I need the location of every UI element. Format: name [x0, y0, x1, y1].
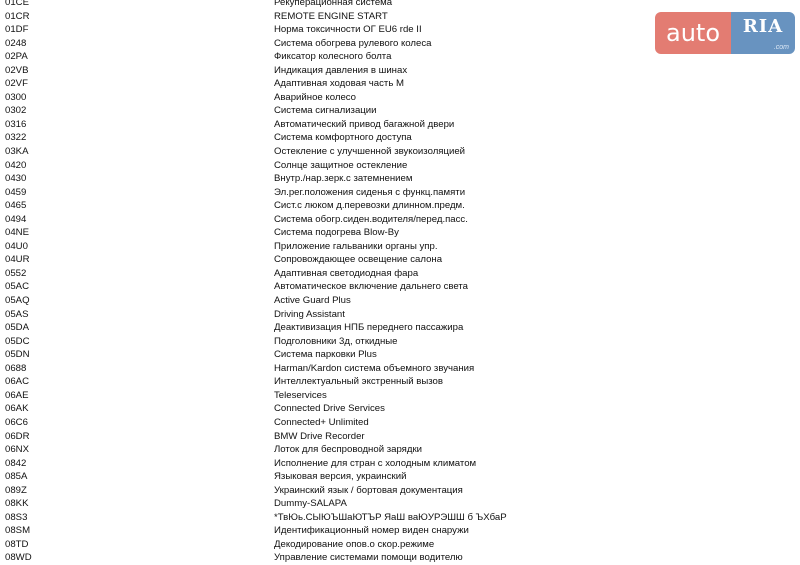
list-item: [0, 199, 800, 213]
option-description: REMOTE ENGINE START: [274, 10, 388, 22]
option-code: 05DC: [5, 335, 30, 347]
option-code: 05DA: [5, 322, 29, 334]
option-code: 06NX: [5, 444, 29, 456]
list-item: [0, 213, 800, 227]
list-item: [0, 118, 800, 132]
option-description: Система обогрева рулевого колеса: [274, 37, 432, 49]
option-description: Сопровождающее освещение салона: [274, 254, 443, 266]
list-item: [0, 416, 800, 430]
option-description: Украинский язык / бортовая документация: [274, 484, 463, 496]
option-description: Подголовники 3д, откидные: [274, 335, 398, 347]
list-item: [0, 348, 800, 362]
list-item: [0, 145, 800, 159]
option-code: 0430: [5, 173, 27, 185]
option-code: 0248: [5, 37, 27, 49]
autoria-watermark: [655, 12, 795, 54]
option-code: 0420: [5, 159, 27, 171]
option-description: Деактивизация НПБ переднего пассажира: [274, 322, 464, 334]
list-item: [0, 484, 800, 498]
option-description: Норма токсичности ОГ EU6 rde II: [274, 24, 422, 36]
option-code: 08TD: [5, 538, 29, 550]
list-item: [0, 159, 800, 173]
list-item: [0, 91, 800, 105]
option-code: 08KK: [5, 498, 29, 510]
option-code: 06DR: [5, 430, 30, 442]
list-item: [0, 104, 800, 118]
option-description: Идентификационный номер виден снаружи: [274, 525, 469, 537]
option-description: Teleservices: [274, 389, 327, 401]
option-code: 02PA: [5, 51, 28, 63]
list-item: [0, 172, 800, 186]
option-code: 06AK: [5, 403, 29, 415]
option-code: 0322: [5, 132, 27, 144]
list-item: [0, 294, 800, 308]
option-description: Фиксатор колесного болта: [274, 51, 392, 63]
option-code: 0316: [5, 118, 27, 130]
option-description: Система парковки Plus: [274, 349, 377, 361]
list-item: [0, 551, 800, 565]
option-code: 0459: [5, 186, 27, 198]
option-code: 0302: [5, 105, 27, 117]
list-item: [0, 321, 800, 335]
list-item: [0, 64, 800, 78]
option-description: Система комфортного доступа: [274, 132, 412, 144]
option-description: Адаптивная ходовая часть M: [274, 78, 404, 90]
option-code: 01DF: [5, 24, 29, 36]
option-code: 05AC: [5, 281, 29, 293]
option-code: 06C6: [5, 416, 28, 428]
option-description: Индикация давления в шинах: [274, 64, 408, 76]
option-description: Исполнение для стран с холодным климатом: [274, 457, 477, 469]
option-code: 0494: [5, 213, 27, 225]
list-item: [0, 470, 800, 484]
option-description: Эл.рег.положения сиденья с функц.памяти: [274, 186, 466, 198]
option-description: Внутр./нар.зерк.с затемнением: [274, 173, 413, 185]
option-description: Harman/Kardon система объемного звучания: [274, 362, 475, 374]
watermark-com-text: .com: [773, 44, 789, 51]
list-item: [0, 267, 800, 281]
option-code: 02VF: [5, 78, 28, 90]
option-code: 0688: [5, 362, 27, 374]
option-description: *ТвЮь.СЫЮЪШаЮТЪР ЯаШ ваЮУРЭШШ б ЪХбаР: [274, 511, 507, 523]
watermark-ria-block: [731, 12, 795, 54]
option-description: Языковая версия, украинский: [274, 471, 407, 483]
option-code: 05AQ: [5, 295, 30, 307]
list-item: [0, 389, 800, 403]
option-code: 04NE: [5, 227, 29, 239]
option-description: Connected+ Unlimited: [274, 416, 369, 428]
list-item: [0, 430, 800, 444]
option-code: 0300: [5, 91, 27, 103]
option-description: Dummy-SALAPA: [274, 498, 347, 510]
list-item: [0, 226, 800, 240]
list-item: [0, 77, 800, 91]
option-description: Лоток для беспроводной зарядки: [274, 444, 423, 456]
option-description: Система обогр.сиден.водителя/перед.пасс.: [274, 213, 468, 225]
list-item: [0, 362, 800, 376]
option-description: Солнце защитное остекление: [274, 159, 408, 171]
option-code: 089Z: [5, 484, 27, 496]
option-description: Адаптивная светодиодная фара: [274, 267, 419, 279]
list-item: [0, 308, 800, 322]
option-description: Driving Assistant: [274, 308, 345, 320]
option-description: Автоматический привод багажной двери: [274, 118, 455, 130]
list-item: [0, 402, 800, 416]
option-description: Интеллектуальный экстренный вызов: [274, 376, 443, 388]
option-description: Рекуперационная система: [274, 0, 393, 8]
list-item: [0, 524, 800, 538]
option-description: Active Guard Plus: [274, 295, 351, 307]
list-item: [0, 0, 800, 10]
option-description: BMW Drive Recorder: [274, 430, 365, 442]
option-description: Система подогрева Blow-By: [274, 227, 399, 239]
watermark-auto-text: auto: [655, 12, 731, 54]
option-code: 05DN: [5, 349, 30, 361]
option-description: Аварийное колесо: [274, 91, 357, 103]
option-code: 04U0: [5, 240, 28, 252]
option-code: 01CR: [5, 10, 30, 22]
option-code: 06AE: [5, 389, 29, 401]
watermark-ria-text: RIA: [742, 16, 784, 37]
list-item: [0, 131, 800, 145]
list-item: [0, 186, 800, 200]
list-item: [0, 335, 800, 349]
option-code: 0465: [5, 200, 27, 212]
option-code: 085A: [5, 471, 28, 483]
option-description: Управление системами помощи водителю: [274, 552, 463, 564]
list-item: [0, 240, 800, 254]
list-item: [0, 253, 800, 267]
option-description: Connected Drive Services: [274, 403, 385, 415]
option-code: 0552: [5, 267, 27, 279]
option-code: 02VB: [5, 64, 29, 76]
option-description: Остекление с улучшенной звукоизоляцией: [274, 146, 466, 158]
list-item: [0, 538, 800, 552]
list-item: [0, 457, 800, 471]
option-code: 0842: [5, 457, 27, 469]
option-code: 08S3: [5, 511, 28, 523]
list-item: [0, 375, 800, 389]
option-code: 03KA: [5, 146, 29, 158]
option-code: 05AS: [5, 308, 29, 320]
option-code: 06AC: [5, 376, 29, 388]
list-item: [0, 497, 800, 511]
option-description: Декодирование опов.о скор.режиме: [274, 538, 435, 550]
option-description: Приложение гальваники органы упр.: [274, 240, 438, 252]
option-description: Сист.с люком д.перевозки длинном.предм.: [274, 200, 465, 212]
list-item: [0, 280, 800, 294]
option-description: Автоматическое включение дальнего света: [274, 281, 469, 293]
option-description: Система сигнализации: [274, 105, 377, 117]
option-code: 01CE: [5, 0, 29, 8]
option-code: 08WD: [5, 552, 32, 564]
option-code: 04UR: [5, 254, 30, 266]
list-item: [0, 443, 800, 457]
option-code: 08SM: [5, 525, 31, 537]
list-item: [0, 511, 800, 525]
